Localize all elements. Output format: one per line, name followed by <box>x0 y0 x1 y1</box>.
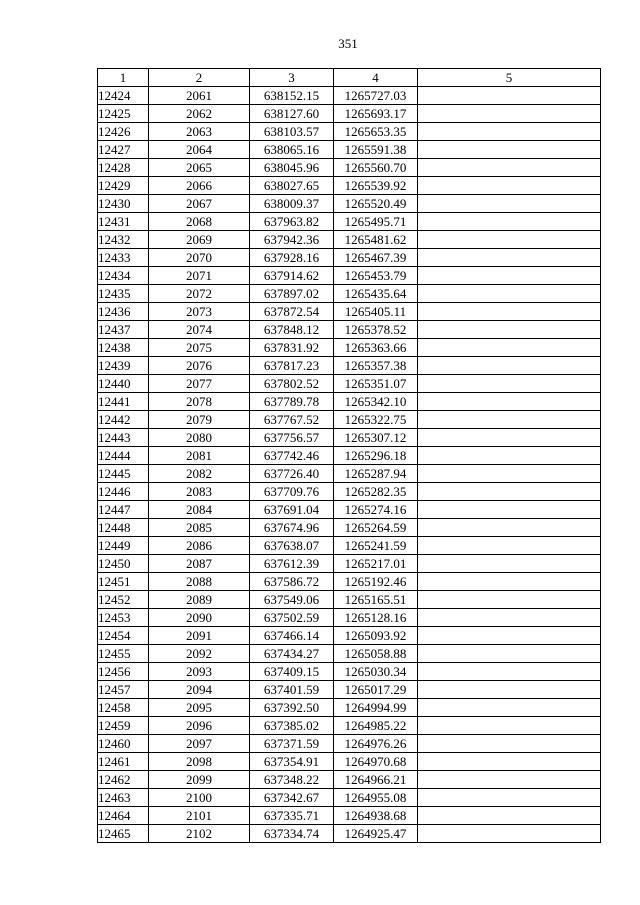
cell-vertex-number: 2077 <box>149 375 250 393</box>
cell-point-id: 12445 <box>98 465 149 483</box>
table-row <box>98 807 601 825</box>
cell-vertex-number: 2067 <box>149 195 250 213</box>
cell-point-id: 12437 <box>98 321 149 339</box>
cell-notes <box>418 447 601 465</box>
cell-notes <box>418 267 601 285</box>
cell-point-id: 12452 <box>98 591 149 609</box>
cell-notes <box>418 213 601 231</box>
cell-vertex-number: 2085 <box>149 519 250 537</box>
cell-coordinate-y: 1265378.52 <box>334 321 418 339</box>
cell-vertex-number: 2071 <box>149 267 250 285</box>
cell-coordinate-x: 637817.23 <box>250 357 334 375</box>
table-row <box>98 771 601 789</box>
cell-coordinate-y: 1265405.11 <box>334 303 418 321</box>
table-row <box>98 339 601 357</box>
table-row <box>98 717 601 735</box>
cell-notes <box>418 717 601 735</box>
table-row <box>98 537 601 555</box>
table-row <box>98 249 601 267</box>
table-row <box>98 483 601 501</box>
cell-coordinate-y: 1264994.99 <box>334 699 418 717</box>
column-header-4: 4 <box>334 69 418 87</box>
cell-point-id: 12463 <box>98 789 149 807</box>
cell-coordinate-y: 1264938.68 <box>334 807 418 825</box>
table-row <box>98 375 601 393</box>
cell-coordinate-x: 637401.59 <box>250 681 334 699</box>
cell-notes <box>418 681 601 699</box>
cell-vertex-number: 2075 <box>149 339 250 357</box>
cell-coordinate-y: 1264966.21 <box>334 771 418 789</box>
cell-coordinate-y: 1265520.49 <box>334 195 418 213</box>
cell-coordinate-y: 1265165.51 <box>334 591 418 609</box>
cell-point-id: 12424 <box>98 87 149 105</box>
cell-coordinate-y: 1265058.88 <box>334 645 418 663</box>
cell-vertex-number: 2098 <box>149 753 250 771</box>
cell-coordinate-x: 637549.06 <box>250 591 334 609</box>
cell-vertex-number: 2091 <box>149 627 250 645</box>
cell-vertex-number: 2063 <box>149 123 250 141</box>
cell-point-id: 12453 <box>98 609 149 627</box>
cell-coordinate-y: 1265017.29 <box>334 681 418 699</box>
cell-coordinate-y: 1265693.17 <box>334 105 418 123</box>
table-header <box>98 69 601 87</box>
column-header-5: 5 <box>418 69 601 87</box>
cell-coordinate-x: 637756.57 <box>250 429 334 447</box>
cell-vertex-number: 2083 <box>149 483 250 501</box>
table-row <box>98 231 601 249</box>
cell-point-id: 12464 <box>98 807 149 825</box>
cell-coordinate-x: 637726.40 <box>250 465 334 483</box>
cell-coordinate-x: 637831.92 <box>250 339 334 357</box>
cell-vertex-number: 2086 <box>149 537 250 555</box>
cell-vertex-number: 2065 <box>149 159 250 177</box>
cell-coordinate-x: 637348.22 <box>250 771 334 789</box>
table-row <box>98 411 601 429</box>
table-row <box>98 573 601 591</box>
cell-coordinate-y: 1264970.68 <box>334 753 418 771</box>
cell-coordinate-y: 1265357.38 <box>334 357 418 375</box>
cell-coordinate-x: 638152.15 <box>250 87 334 105</box>
cell-notes <box>418 609 601 627</box>
table-row <box>98 627 601 645</box>
cell-notes <box>418 375 601 393</box>
cell-point-id: 12449 <box>98 537 149 555</box>
cell-point-id: 12447 <box>98 501 149 519</box>
table-row <box>98 465 601 483</box>
cell-coordinate-x: 637767.52 <box>250 411 334 429</box>
cell-notes <box>418 123 601 141</box>
cell-notes <box>418 159 601 177</box>
cell-notes <box>418 753 601 771</box>
cell-vertex-number: 2070 <box>149 249 250 267</box>
cell-coordinate-y: 1265467.39 <box>334 249 418 267</box>
table-row <box>98 303 601 321</box>
cell-coordinate-x: 637742.46 <box>250 447 334 465</box>
cell-coordinate-y: 1265128.16 <box>334 609 418 627</box>
cell-point-id: 12427 <box>98 141 149 159</box>
cell-point-id: 12465 <box>98 825 149 843</box>
table-row <box>98 555 601 573</box>
cell-vertex-number: 2093 <box>149 663 250 681</box>
cell-coordinate-x: 638009.37 <box>250 195 334 213</box>
cell-notes <box>418 357 601 375</box>
cell-notes <box>418 519 601 537</box>
cell-notes <box>418 303 601 321</box>
cell-vertex-number: 2078 <box>149 393 250 411</box>
column-header-1: 1 <box>98 69 149 87</box>
cell-coordinate-y: 1265727.03 <box>334 87 418 105</box>
cell-notes <box>418 87 601 105</box>
table-row <box>98 429 601 447</box>
cell-vertex-number: 2094 <box>149 681 250 699</box>
cell-point-id: 12436 <box>98 303 149 321</box>
table-row <box>98 159 601 177</box>
cell-notes <box>418 411 601 429</box>
cell-vertex-number: 2095 <box>149 699 250 717</box>
cell-point-id: 12433 <box>98 249 149 267</box>
cell-point-id: 12444 <box>98 447 149 465</box>
cell-point-id: 12457 <box>98 681 149 699</box>
table-row <box>98 87 601 105</box>
cell-point-id: 12426 <box>98 123 149 141</box>
cell-point-id: 12441 <box>98 393 149 411</box>
cell-notes <box>418 825 601 843</box>
cell-point-id: 12440 <box>98 375 149 393</box>
table-row <box>98 501 601 519</box>
header-row <box>98 69 601 87</box>
table-row <box>98 825 601 843</box>
table-row <box>98 681 601 699</box>
cell-coordinate-y: 1265539.92 <box>334 177 418 195</box>
cell-notes <box>418 645 601 663</box>
cell-point-id: 12438 <box>98 339 149 357</box>
cell-notes <box>418 249 601 267</box>
cell-vertex-number: 2089 <box>149 591 250 609</box>
table-row <box>98 357 601 375</box>
cell-coordinate-y: 1265296.18 <box>334 447 418 465</box>
cell-vertex-number: 2079 <box>149 411 250 429</box>
table-row <box>98 141 601 159</box>
cell-vertex-number: 2100 <box>149 789 250 807</box>
cell-coordinate-x: 637502.59 <box>250 609 334 627</box>
cell-vertex-number: 2084 <box>149 501 250 519</box>
cell-coordinate-x: 638127.60 <box>250 105 334 123</box>
cell-coordinate-y: 1265192.46 <box>334 573 418 591</box>
cell-coordinate-y: 1265495.71 <box>334 213 418 231</box>
table-row <box>98 663 601 681</box>
cell-vertex-number: 2099 <box>149 771 250 789</box>
cell-coordinate-y: 1265363.66 <box>334 339 418 357</box>
cell-coordinate-x: 637638.07 <box>250 537 334 555</box>
cell-coordinate-y: 1265653.35 <box>334 123 418 141</box>
cell-coordinate-x: 637709.76 <box>250 483 334 501</box>
cell-notes <box>418 285 601 303</box>
table-row <box>98 699 601 717</box>
cell-coordinate-x: 637848.12 <box>250 321 334 339</box>
table-row <box>98 609 601 627</box>
cell-vertex-number: 2087 <box>149 555 250 573</box>
cell-point-id: 12428 <box>98 159 149 177</box>
cell-coordinate-y: 1265093.92 <box>334 627 418 645</box>
cell-coordinate-y: 1265342.10 <box>334 393 418 411</box>
cell-point-id: 12439 <box>98 357 149 375</box>
cell-vertex-number: 2097 <box>149 735 250 753</box>
cell-point-id: 12460 <box>98 735 149 753</box>
table-row <box>98 447 601 465</box>
table-row <box>98 393 601 411</box>
cell-notes <box>418 555 601 573</box>
coordinates-table <box>97 68 601 843</box>
cell-coordinate-y: 1264955.08 <box>334 789 418 807</box>
cell-coordinate-y: 1265560.70 <box>334 159 418 177</box>
cell-coordinate-y: 1265307.12 <box>334 429 418 447</box>
cell-notes <box>418 465 601 483</box>
cell-point-id: 12435 <box>98 285 149 303</box>
cell-vertex-number: 2066 <box>149 177 250 195</box>
cell-vertex-number: 2073 <box>149 303 250 321</box>
cell-coordinate-x: 637872.54 <box>250 303 334 321</box>
cell-vertex-number: 2102 <box>149 825 250 843</box>
table-row <box>98 177 601 195</box>
cell-coordinate-x: 638045.96 <box>250 159 334 177</box>
cell-coordinate-x: 637409.15 <box>250 663 334 681</box>
cell-coordinate-x: 637928.16 <box>250 249 334 267</box>
cell-vertex-number: 2072 <box>149 285 250 303</box>
cell-coordinate-x: 637802.52 <box>250 375 334 393</box>
cell-coordinate-y: 1265241.59 <box>334 537 418 555</box>
cell-notes <box>418 483 601 501</box>
cell-coordinate-x: 637789.78 <box>250 393 334 411</box>
cell-coordinate-y: 1265030.34 <box>334 663 418 681</box>
cell-coordinate-y: 1265435.64 <box>334 285 418 303</box>
cell-notes <box>418 573 601 591</box>
cell-point-id: 12454 <box>98 627 149 645</box>
cell-coordinate-y: 1264985.22 <box>334 717 418 735</box>
cell-coordinate-y: 1265351.07 <box>334 375 418 393</box>
cell-coordinate-x: 637674.96 <box>250 519 334 537</box>
cell-notes <box>418 231 601 249</box>
cell-point-id: 12461 <box>98 753 149 771</box>
table-row <box>98 267 601 285</box>
table-row <box>98 195 601 213</box>
cell-notes <box>418 177 601 195</box>
cell-point-id: 12451 <box>98 573 149 591</box>
cell-notes <box>418 771 601 789</box>
cell-notes <box>418 339 601 357</box>
cell-point-id: 12442 <box>98 411 149 429</box>
table-body <box>98 87 601 843</box>
cell-point-id: 12462 <box>98 771 149 789</box>
cell-coordinate-y: 1265322.75 <box>334 411 418 429</box>
cell-vertex-number: 2096 <box>149 717 250 735</box>
cell-vertex-number: 2081 <box>149 447 250 465</box>
cell-notes <box>418 591 601 609</box>
cell-point-id: 12431 <box>98 213 149 231</box>
cell-notes <box>418 321 601 339</box>
cell-vertex-number: 2068 <box>149 213 250 231</box>
cell-vertex-number: 2092 <box>149 645 250 663</box>
cell-coordinate-x: 637897.02 <box>250 285 334 303</box>
cell-point-id: 12459 <box>98 717 149 735</box>
cell-coordinate-x: 637342.67 <box>250 789 334 807</box>
cell-coordinate-x: 638027.65 <box>250 177 334 195</box>
table-row <box>98 105 601 123</box>
table-row <box>98 213 601 231</box>
cell-coordinate-y: 1264976.26 <box>334 735 418 753</box>
cell-vertex-number: 2074 <box>149 321 250 339</box>
cell-coordinate-y: 1265481.62 <box>334 231 418 249</box>
cell-notes <box>418 537 601 555</box>
cell-point-id: 12429 <box>98 177 149 195</box>
cell-point-id: 12446 <box>98 483 149 501</box>
table-row <box>98 753 601 771</box>
cell-vertex-number: 2082 <box>149 465 250 483</box>
cell-point-id: 12430 <box>98 195 149 213</box>
cell-vertex-number: 2061 <box>149 87 250 105</box>
table-row <box>98 285 601 303</box>
cell-vertex-number: 2062 <box>149 105 250 123</box>
cell-vertex-number: 2064 <box>149 141 250 159</box>
cell-coordinate-y: 1265264.59 <box>334 519 418 537</box>
cell-point-id: 12434 <box>98 267 149 285</box>
cell-notes <box>418 789 601 807</box>
table-row <box>98 735 601 753</box>
cell-notes <box>418 663 601 681</box>
cell-vertex-number: 2088 <box>149 573 250 591</box>
cell-notes <box>418 141 601 159</box>
cell-coordinate-y: 1265591.38 <box>334 141 418 159</box>
cell-point-id: 12450 <box>98 555 149 573</box>
table-row <box>98 591 601 609</box>
cell-point-id: 12458 <box>98 699 149 717</box>
cell-point-id: 12432 <box>98 231 149 249</box>
cell-point-id: 12448 <box>98 519 149 537</box>
cell-coordinate-x: 637612.39 <box>250 555 334 573</box>
cell-coordinate-x: 637334.74 <box>250 825 334 843</box>
cell-coordinate-x: 637691.04 <box>250 501 334 519</box>
cell-notes <box>418 393 601 411</box>
cell-coordinate-y: 1265274.16 <box>334 501 418 519</box>
table-row <box>98 789 601 807</box>
cell-coordinate-x: 637914.62 <box>250 267 334 285</box>
cell-coordinate-y: 1265287.94 <box>334 465 418 483</box>
cell-vertex-number: 2101 <box>149 807 250 825</box>
cell-coordinate-x: 637354.91 <box>250 753 334 771</box>
cell-vertex-number: 2076 <box>149 357 250 375</box>
cell-coordinate-y: 1265282.35 <box>334 483 418 501</box>
cell-coordinate-x: 637392.50 <box>250 699 334 717</box>
cell-coordinate-y: 1265217.01 <box>334 555 418 573</box>
table-row <box>98 645 601 663</box>
cell-notes <box>418 807 601 825</box>
cell-coordinate-x: 637371.59 <box>250 735 334 753</box>
column-header-2: 2 <box>149 69 250 87</box>
cell-notes <box>418 699 601 717</box>
cell-point-id: 12456 <box>98 663 149 681</box>
cell-vertex-number: 2069 <box>149 231 250 249</box>
cell-coordinate-x: 637963.82 <box>250 213 334 231</box>
cell-coordinate-x: 637434.27 <box>250 645 334 663</box>
cell-vertex-number: 2080 <box>149 429 250 447</box>
cell-notes <box>418 735 601 753</box>
cell-coordinate-x: 637942.36 <box>250 231 334 249</box>
cell-point-id: 12455 <box>98 645 149 663</box>
table-row <box>98 321 601 339</box>
cell-coordinate-x: 637385.02 <box>250 717 334 735</box>
cell-notes <box>418 195 601 213</box>
cell-vertex-number: 2090 <box>149 609 250 627</box>
cell-coordinate-x: 638103.57 <box>250 123 334 141</box>
cell-coordinate-x: 637335.71 <box>250 807 334 825</box>
table-row <box>98 519 601 537</box>
cell-coordinate-x: 637586.72 <box>250 573 334 591</box>
cell-notes <box>418 627 601 645</box>
table-row <box>98 123 601 141</box>
cell-notes <box>418 501 601 519</box>
cell-coordinate-y: 1264925.47 <box>334 825 418 843</box>
cell-coordinate-x: 637466.14 <box>250 627 334 645</box>
cell-coordinate-y: 1265453.79 <box>334 267 418 285</box>
column-header-3: 3 <box>250 69 334 87</box>
page-number: 351 <box>338 36 358 51</box>
cell-point-id: 12425 <box>98 105 149 123</box>
cell-notes <box>418 429 601 447</box>
cell-notes <box>418 105 601 123</box>
cell-coordinate-x: 638065.16 <box>250 141 334 159</box>
cell-point-id: 12443 <box>98 429 149 447</box>
